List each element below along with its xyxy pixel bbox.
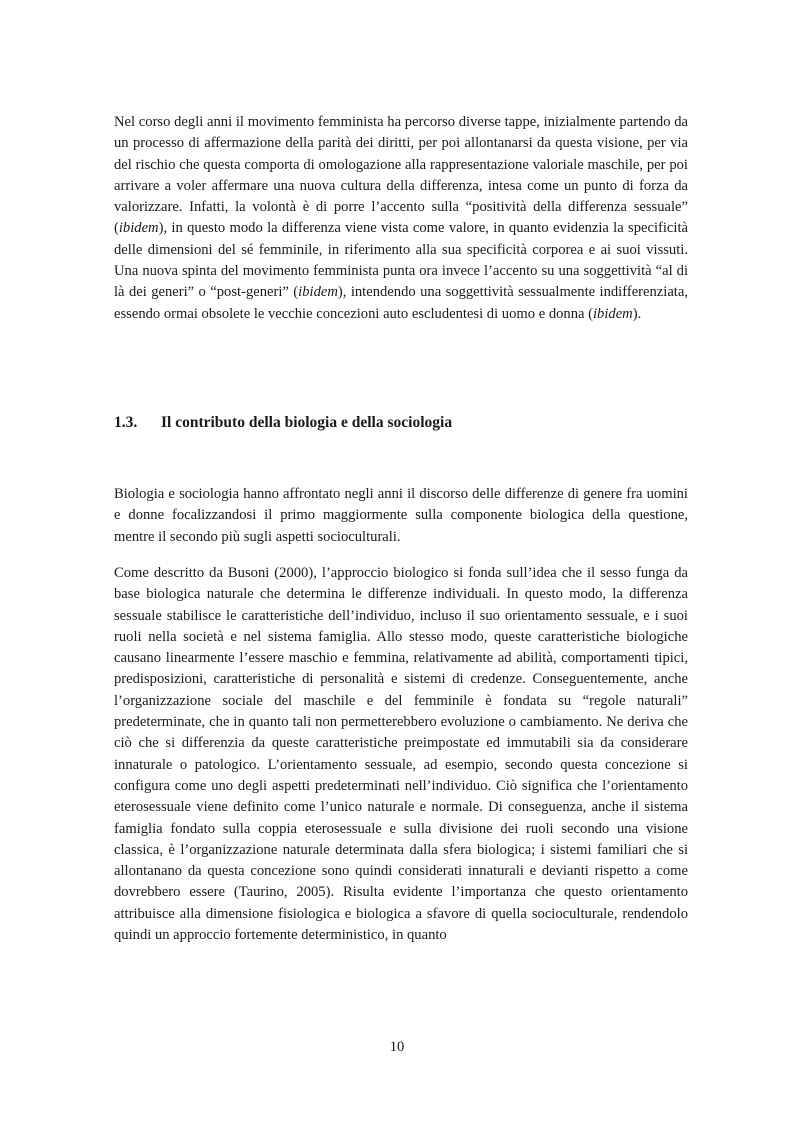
italic-citation: ibidem — [593, 305, 633, 322]
paragraph-feminist-movement — [114, 112, 688, 325]
text-run: Come descritto da Busoni (2000), l’approccio biologico si fonda sull’idea che il sesso funga da base biologica naturale che determina le differenze individuali. In questo modo, la differenza sessuale stabilisce le caratteristiche dell’individuo, incluso il suo orientamento sessuale, e i suoi ruoli nella società e nel sistema famiglia. Allo stesso modo, queste caratteristiche biologiche causano linearmente l’essere maschio e femmina, relativamente ad abilità, comportamenti tipici, predisposizioni, caratteristiche di personalità e sistemi di credenze. Conseguentemente, anche l’organizzazione sociale del maschile e del femminile è fondata su “regole naturali” predeterminate, che in quanto tali non permetterebbero evoluzione o cambiamento. Ne deriva che ciò che si differenzia da queste caratteristiche preimpostate ed immutabili sia da considerare innaturale o patologico. L’orientamento sessuale, ad esempio, secondo questa concezione si configura come uno degli aspetti predeterminati nell’individuo. Ciò significa che l’orientamento eterosessuale viene definito come l’unico naturale e normale. Di conseguenza, anche il sistema famiglia fondato sulla coppia eterosessuale e sulla divisione dei ruoli secondo una visione classica, è l’organizzazione naturale determinata dalla sfera biologica; i sistemi familiari che si allontanano da questa concezione sono quindi considerati innaturali e devianti rispetto a come dovrebbero essere (Taurino, 2005). Risulta evidente l’importanza che questo orientamento attribuisce alla dimensione fisiologica e biologica a sfavore di quella socioculturale, rendendolo quindi un approccio fortemente deterministico, in quanto — [114, 565, 688, 944]
italic-citation: ibidem — [118, 220, 159, 237]
text-run: ), in questo modo la differenza viene vista come valore, in quanto evidenzia la specificità delle dimensioni del sé femminile, in riferimento alla sua specificità corporea e ai suoi vissuti. Una nuova spinta del movimento femminista punta ora invece l’accento su una soggettività “al di là dei generi” o “post-generi” ( — [114, 220, 688, 301]
paragraph-biological-approach — [114, 563, 688, 946]
text-run: ), intendendo una soggettività sessualmente indifferenziata, essendo ormai obsolete le vecchie concezioni auto escludentesi di uomo e donna ( — [114, 284, 688, 322]
text-run: ). — [632, 305, 642, 322]
text-run: Nel corso degli anni il movimento femminista ha percorso diverse tappe, inizialmente partendo da un processo di affermazione della parità dei diritti, per poi allontanarsi da questa visione, per via del rischio che questa comporta di omologazione alla rappresentazione valoriale maschile, per poi arrivare a voler affermare una nuova cultura della differenza, intesa come un punto di forza da valorizzare. Infatti, la volontà è di porre l’accento sulla “positività della differenza sessuale” ( — [114, 114, 688, 237]
section-number: 1.3. — [114, 414, 138, 431]
paragraph-biology-sociology — [114, 484, 688, 548]
section-heading — [114, 414, 688, 432]
italic-citation: ibidem — [298, 284, 338, 301]
text-run: Biologia e sociologia hanno affrontato negli anni il discorso delle differenze di genere fra uomini e donne focalizzandosi il primo maggiormente sulla componente biologica della questione, mentre il secondo più sugli aspetti socioculturali. — [114, 486, 688, 545]
page-number: 10 — [389, 1039, 405, 1055]
section-title: Il contributo della biologia e della sociologia — [161, 414, 453, 431]
